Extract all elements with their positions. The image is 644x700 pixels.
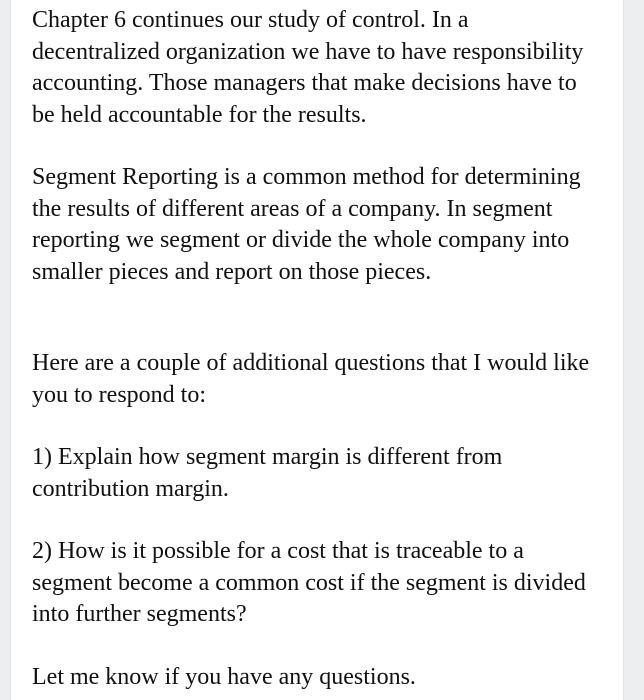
document-page — [10, 0, 624, 700]
paragraph-spacer — [32, 631, 617, 662]
questions-intro-paragraph: Here are a couple of additional questions that I would like you to respond to: — [32, 350, 590, 408]
closing-paragraph: Let me know if you have any questions. — [32, 663, 416, 690]
intro-paragraph: Chapter 6 continues our study of control. In a decentralized organization we have to have responsibility accounting. Those managers that make decisions have to be held accountable for the results. — [32, 7, 584, 128]
paragraph-spacer — [32, 411, 617, 442]
paragraph-spacer — [32, 505, 617, 536]
question-2: 2) How is it possible for a cost that is traceable to a segment become a common cost if the segment is divided into further segments? — [32, 538, 586, 627]
paragraph-spacer — [32, 288, 617, 348]
paragraph-spacer — [32, 131, 617, 162]
question-1: 1) Explain how segment margin is different from contribution margin. — [32, 444, 503, 502]
document-body — [32, 5, 617, 693]
segment-reporting-paragraph: Segment Reporting is a common method for determining the results of different areas of a company. In segment reporting we segment or divide the whole company into smaller pieces and report on those pieces. — [32, 164, 581, 285]
